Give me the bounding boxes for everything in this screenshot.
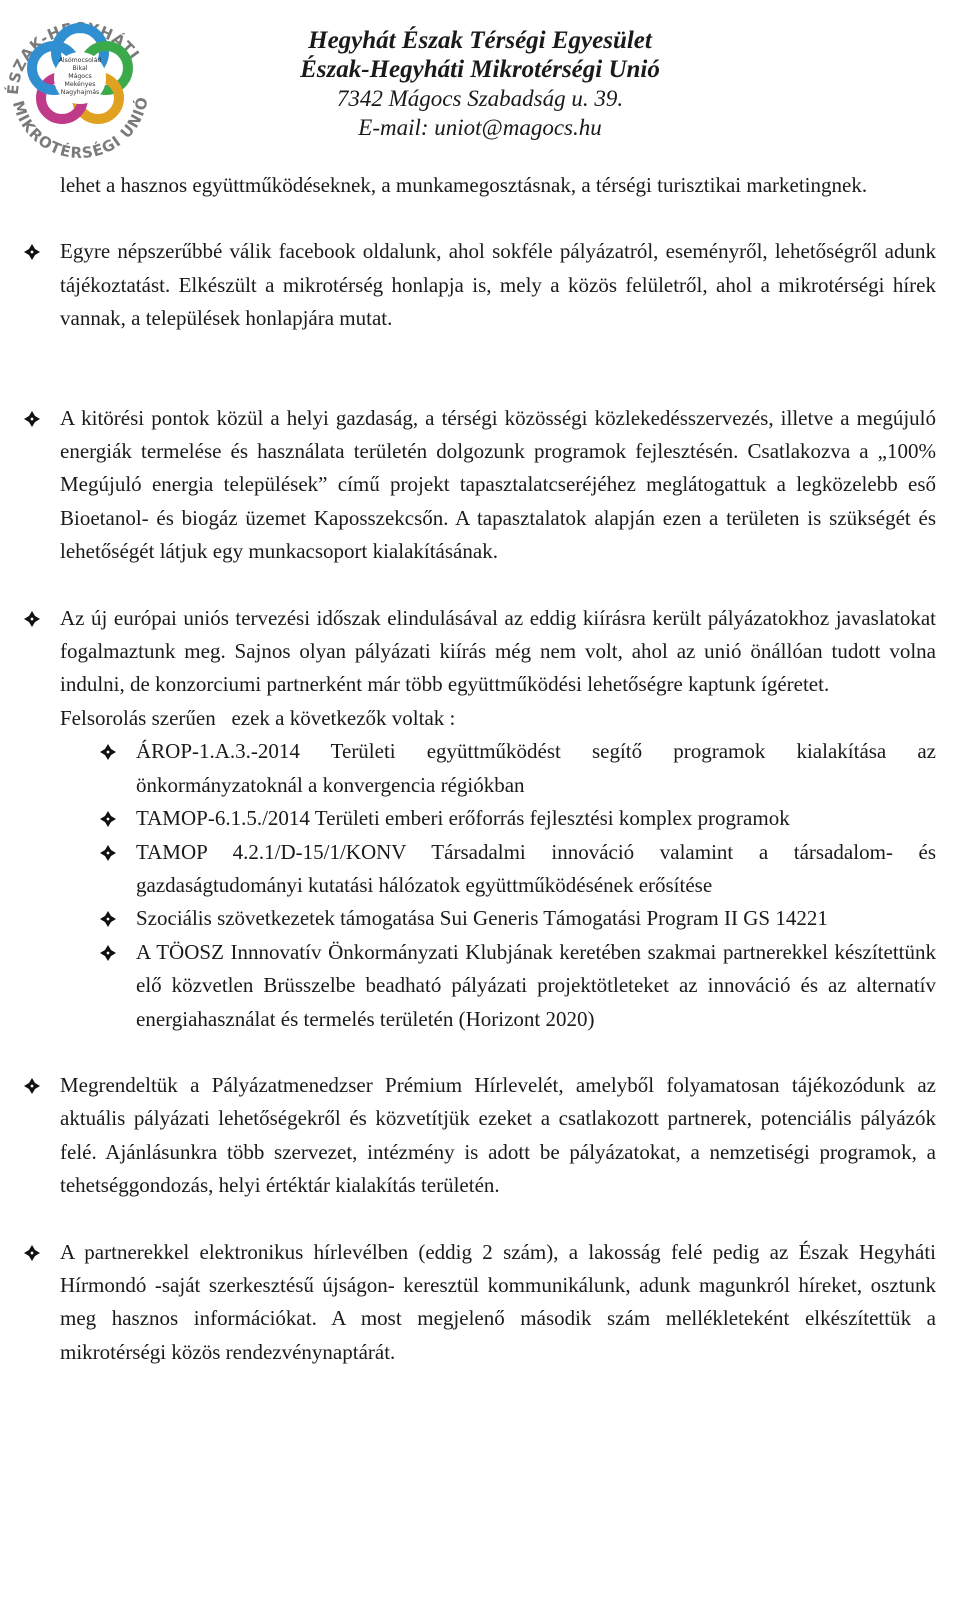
list-item-text: ÁROP-1.A.3.-2014 Területi együttműködést segítő programok kialakítása az önkormányzatoknál a konvergencia régiókban bbox=[136, 739, 936, 797]
logo-village-4: Mekényes bbox=[64, 81, 96, 88]
item-text: Az új európai uniós tervezési időszak elindulásával az eddig kiírásra került pályázatokhoz javaslatokat fogalmaztunk meg. Sajnos olyan pályázati kiírás még nem volt, ahol az unió önállóan tudott volna indulni, de konzorciumi partnerként már több együttműködési lehetőségre kaptunk ígéretet. bbox=[60, 605, 936, 697]
diamond-bullet-icon bbox=[23, 1244, 41, 1262]
logo-village-1: Alsómocsolád bbox=[58, 57, 102, 64]
list-item-text: TAMOP-6.1.5./2014 Területi emberi erőforrás fejlesztési komplex programok bbox=[136, 806, 790, 831]
list-item bbox=[136, 902, 936, 935]
list-item-text: Szociális szövetkezetek támogatása Sui Generis Támogatási Program II GS 14221 bbox=[136, 906, 828, 931]
bullet-item-eu-planning bbox=[60, 602, 936, 1036]
diamond-bullet-icon bbox=[23, 1077, 41, 1095]
organization-name: Hegyhát Észak Térségi Egyesület bbox=[308, 27, 652, 54]
item-text: A partnerekkel elektronikus hírlevélben (eddig 2 szám), a lakosság felé pedig az Észak Hegyháti Hírmondó -saját szerkesztésű újságon- keresztül kommunikálunk, adunk magunkról híreket, osztunk meg hasznos információkat. A most megjelenő második szám mellékleteként elkészítettük a mikrotérségi közös rendezvénynaptárát. bbox=[60, 1239, 936, 1364]
diamond-bullet-icon bbox=[99, 944, 117, 962]
diamond-bullet-icon bbox=[99, 810, 117, 828]
item-text: Egyre népszerűbbé válik facebook oldalunk, ahol sokféle pályázatról, eseményről, lehetőségről adunk tájékoztatást. Elkészült a mikrotérség honlapja is, mely a közös felületről, ahol a mikrotérségi hírek vannak, a települések honlapjára mutat. bbox=[60, 239, 936, 331]
program-list bbox=[60, 735, 936, 1036]
diamond-bullet-icon bbox=[23, 243, 41, 261]
list-item bbox=[136, 802, 936, 835]
bullet-item-breakout-points bbox=[60, 402, 936, 569]
list-item-text: A TÖOSZ Innnovatív Önkormányzati Klubjának keretében szakmai partnerekkel készítettünk elő közvetlen Brüsszelbe beadható pályázati projektötleteket az innováció és az alternatív energiahasználat és termelés területén (Horizont 2020) bbox=[136, 939, 936, 1031]
item-text: A kitörési pontok közül a helyi gazdaság, a térségi közösségi közlekedésszervezés, illetve a megújuló energiák termelése és használata területén dolgozunk programok fejlesztésén. Csatlakozva a „100% Megújuló energia települések” című projekt tapasztalatcseréjéhez meglátogattuk a legközelebb eső Bioetanol- és biogáz üzemet Kaposszekcsőn. A tapasztalatok alapján ezen a területen is szükségét és lehetőségét látjuk egy munkacsoport kialakításának. bbox=[60, 405, 936, 564]
organization-logo bbox=[0, 0, 160, 160]
letterhead bbox=[240, 26, 720, 142]
email: E-mail: uniot@magocs.hu bbox=[358, 115, 602, 140]
bullet-item-facebook bbox=[60, 235, 936, 335]
list-item bbox=[136, 735, 936, 802]
address: 7342 Mágocs Szabadság u. 39. bbox=[336, 86, 624, 111]
bullet-item-communication bbox=[60, 1236, 936, 1370]
logo-village-3: Mágocs bbox=[68, 73, 92, 80]
logo-village-5: Nagyhajmás bbox=[60, 89, 100, 96]
diamond-bullet-icon bbox=[23, 610, 41, 628]
item-text: Megrendeltük a Pályázatmenedzser Prémium Hírlevelét, amelyből folyamatosan tájékozódunk az aktuális pályázati lehetőségekről és közvetítjük ezeket a csatlakozott partnerek, potenciális pályázók felé. Ajánlásunkra több szervezet, intézmény is adott be pályázatokat, a nemzetiségi programok, a tehetséggondozás, helyi értéktár kialakítás területén. bbox=[60, 1072, 936, 1198]
diamond-bullet-icon bbox=[99, 844, 117, 862]
intro-paragraph: lehet a hasznos együttműködéseknek, a munkamegosztásnak, a térségi turisztikai marketingnek. bbox=[60, 173, 868, 197]
logo-ring-text-top: ÉSZAK-HEGYHÁTI bbox=[3, 18, 144, 96]
logo-village-2: Bikal bbox=[72, 65, 88, 72]
list-item-text: TAMOP 4.2.1/D-15/1/KONV Társadalmi innováció valamint a társadalom- és gazdaságtudományi kutatási hálózatok együttműködésének erősítése bbox=[136, 839, 936, 897]
list-item bbox=[136, 836, 936, 903]
union-name: Észak-Hegyháti Mikrotérségi Unió bbox=[300, 56, 660, 83]
diamond-bullet-icon bbox=[99, 743, 117, 761]
logo-ring-text-bottom: MIKROTÉRSÉGI UNIÓ bbox=[8, 94, 152, 160]
list-item bbox=[136, 936, 936, 1036]
diamond-bullet-icon bbox=[99, 910, 117, 928]
bullet-item-newsletter-subscription bbox=[60, 1069, 936, 1203]
diamond-bullet-icon bbox=[23, 410, 41, 428]
document-body bbox=[60, 169, 936, 1369]
list-intro: Felsorolás szerűen ezek a következők voltak : bbox=[60, 705, 456, 730]
